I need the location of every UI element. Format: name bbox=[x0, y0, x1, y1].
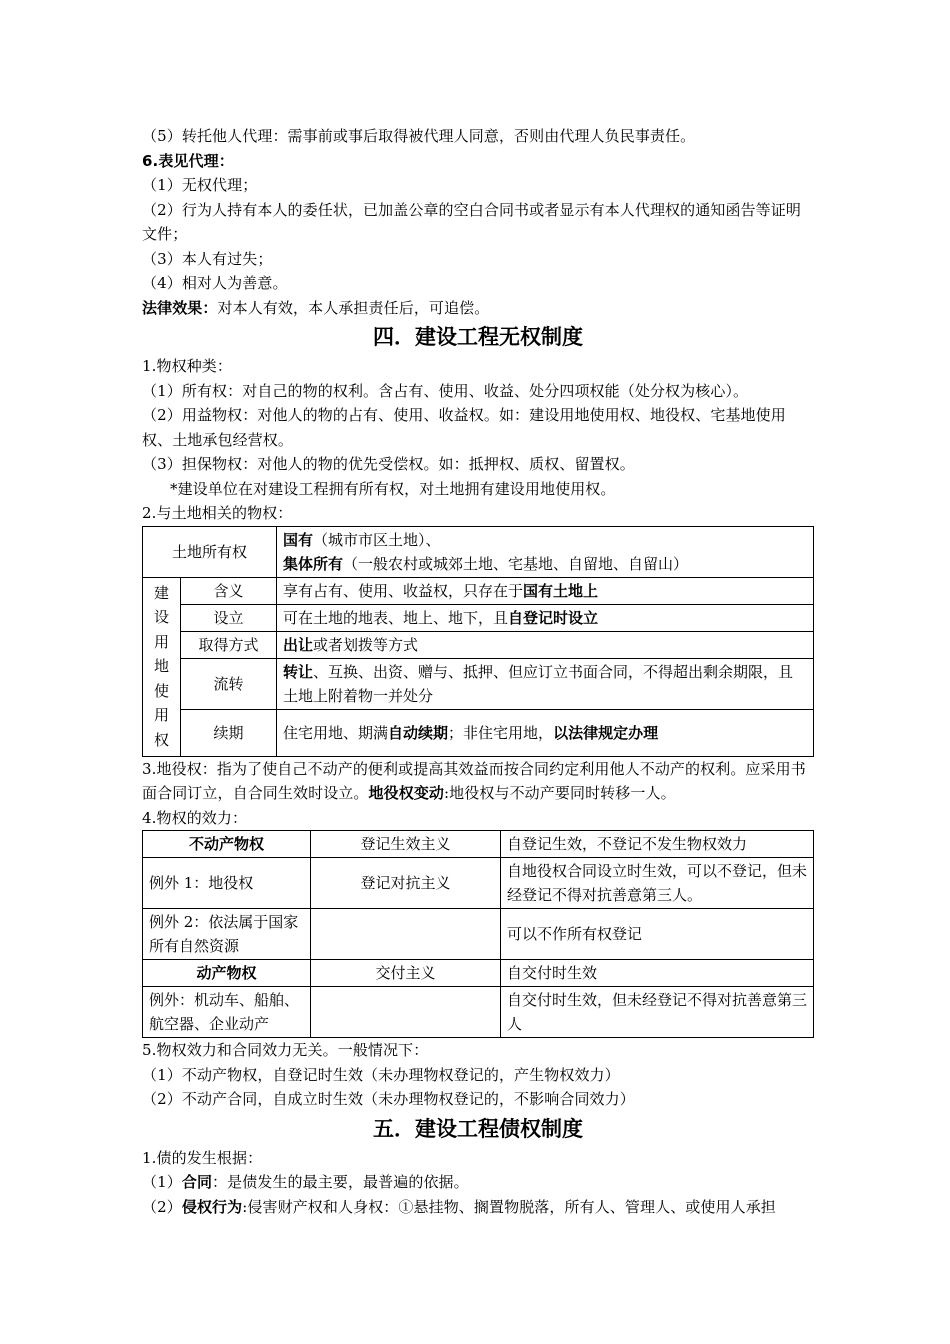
table-row: 流转 转让、互换、出资、赠与、抵押、但应订立书面合同，不得超出剩余期限，且土地上附着物一并处分 bbox=[143, 658, 814, 709]
table-row: 续期 住宅用地、期满自动续期；非住宅用地，以法律规定办理 bbox=[143, 709, 814, 756]
paragraph: 1.债的发生根据： bbox=[142, 1148, 263, 1167]
paragraph: 法律效果：对本人有效，本人承担责任后，可追偿。 bbox=[142, 298, 490, 317]
paragraph: 3.地役权：指为了使自己不动产的便利或提高其效益而按合同约定利用他人不动产的权利。应采用书面合同订立，自合同生效时设立。地役权变动:地役权与不动产要同时转移一人。 bbox=[142, 759, 806, 802]
paragraph: *建设单位在对建设工程拥有所有权，对土地拥有建设用地使用权。 bbox=[170, 479, 616, 498]
paragraph: （1）合同：是债发生的最主要，最普遍的依据。 bbox=[142, 1173, 469, 1191]
paragraph: （5）转托他人代理：需事前或事后取得被代理人同意，否则由代理人负民事责任。 bbox=[142, 127, 696, 145]
table-row: 设立 可在土地的地表、地上、地下，且自登记时设立 bbox=[143, 604, 814, 631]
paragraph: （1）无权代理； bbox=[142, 176, 258, 194]
table-row: 建 设 用 地 使 用 权 含义 享有占有、使用、收益权，只存在于国有土地上 bbox=[143, 577, 814, 604]
paragraph: （1）不动产物权，自登记时生效（未办理物权登记的，产生物权效力） bbox=[142, 1065, 620, 1084]
table-row: 例外 2：依法属于国家所有自然资源 可以不作所有权登记 bbox=[143, 909, 814, 960]
paragraph: 5.物权效力和合同效力无关。一般情况下： bbox=[142, 1041, 429, 1059]
table-row: 不动产物权 登记生效主义 自登记生效，不登记不发生物权效力 bbox=[143, 831, 814, 858]
paragraph: （2）行为人持有本人的委任状，已加盖公章的空白合同书或者显示有本人代理权的通知函告等证明文件； bbox=[142, 200, 801, 243]
table-row: 动产物权 交付主义 自交付时生效 bbox=[143, 960, 814, 987]
table-row: 土地所有权 国有（城市市区土地）、 集体所有（一般农村或城郊土地、宅基地、自留地、自留山） bbox=[143, 526, 814, 577]
land-rights-table bbox=[142, 526, 814, 757]
paragraph: （2）用益物权：对他人的物的占有、使用、收益权。如：建设用地使用权、地役权、宅基地使用权、土地承包经营权。 bbox=[142, 406, 786, 449]
paragraph: （1）所有权：对自己的物的权利。含占有、使用、收益、处分四项权能（处分权为核心）。 bbox=[142, 381, 749, 400]
paragraph: （3）担保物权：对他人的物的优先受偿权。如：抵押权、质权、留置权。 bbox=[142, 455, 635, 473]
section-heading: 四．建设工程无权制度 bbox=[373, 325, 583, 349]
property-effect-table bbox=[142, 830, 814, 1038]
paragraph: （2）侵权行为:侵害财产权和人身权：①悬挂物、搁置物脱落，所有人、管理人、或使用人承担 bbox=[142, 1197, 776, 1216]
table-row: 例外：机动车、船舶、航空器、企业动产 自交付时生效，但未经登记不得对抗善意第三人 bbox=[143, 987, 814, 1038]
paragraph: （4）相对人为善意。 bbox=[142, 274, 288, 292]
vertical-group-label: 建 设 用 地 使 用 权 bbox=[143, 577, 181, 756]
table-row: 取得方式 出让或者划拨等方式 bbox=[143, 631, 814, 658]
paragraph: 1.物权种类： bbox=[142, 357, 233, 375]
paragraph: 2.与土地相关的物权： bbox=[142, 504, 293, 522]
paragraph: 6.表见代理： bbox=[142, 151, 234, 170]
document-page bbox=[142, 124, 814, 1219]
table-row: 例外 1：地役权 登记对抗主义 自地役权合同设立时生效，可以不登记，但未经登记不得对抗善意第三人。 bbox=[143, 858, 814, 909]
paragraph: （2）不动产合同，自成立时生效（未办理物权登记的，不影响合同效力） bbox=[142, 1090, 635, 1108]
section-heading: 五．建设工程债权制度 bbox=[373, 1116, 583, 1141]
paragraph: 4.物权的效力： bbox=[142, 808, 248, 827]
paragraph: （3）本人有过失； bbox=[142, 249, 273, 268]
